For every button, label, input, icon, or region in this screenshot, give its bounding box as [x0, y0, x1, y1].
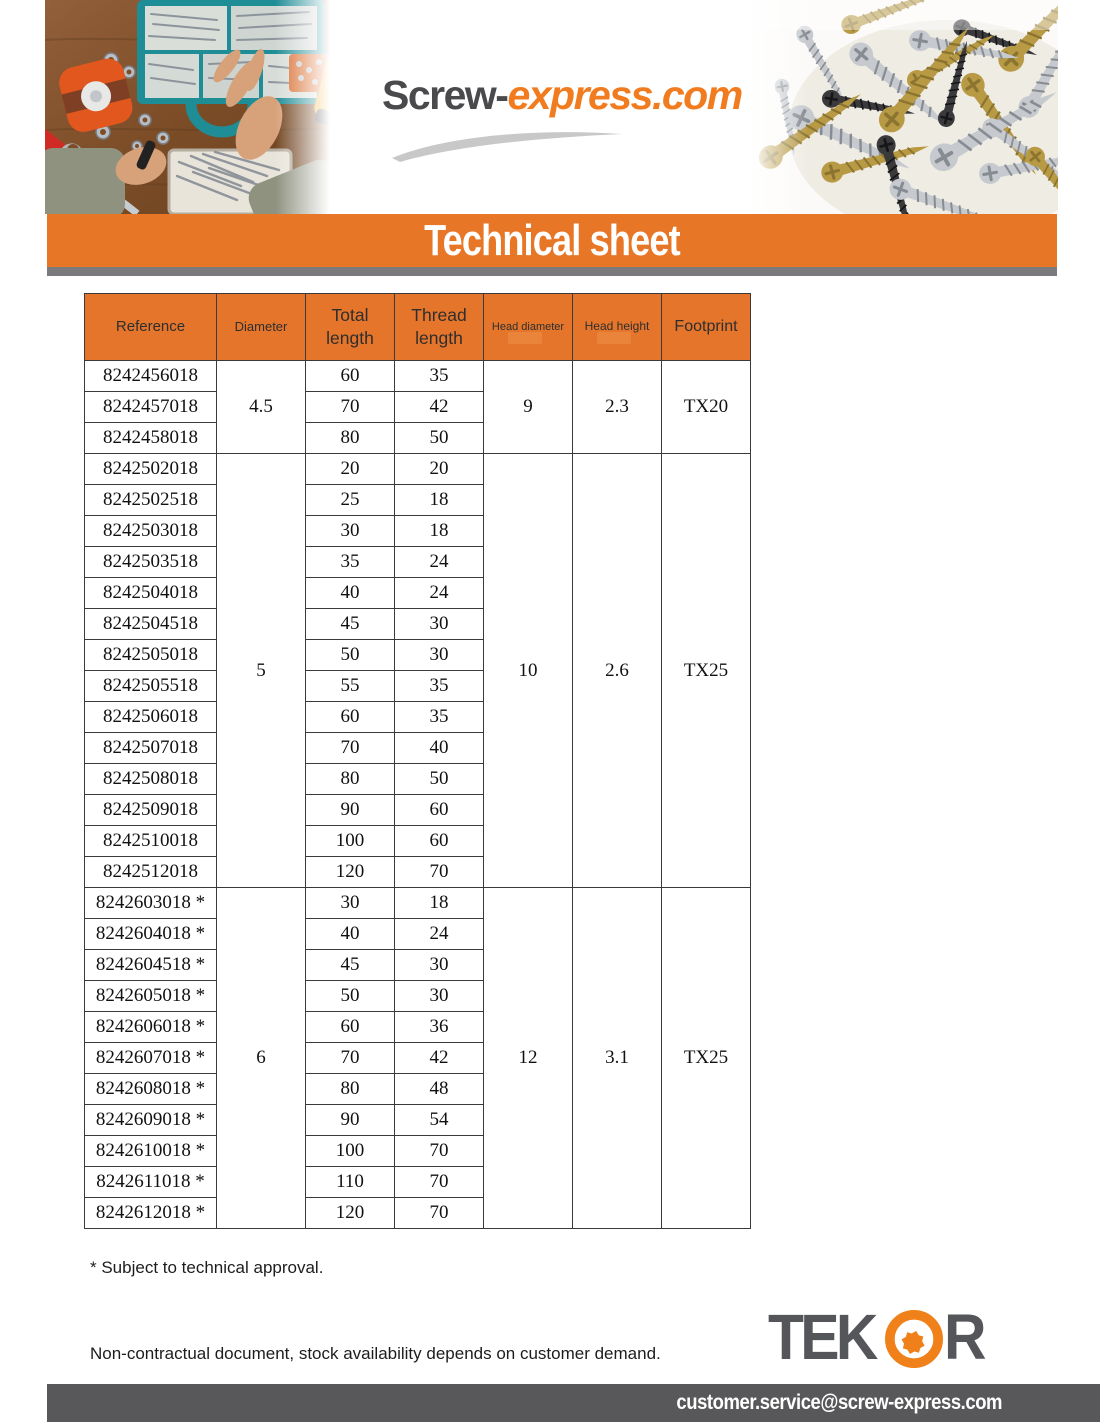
table-cell-total-length: 45 — [306, 950, 395, 981]
table-cell-thread-length: 30 — [395, 950, 484, 981]
workbench-photo — [45, 0, 330, 214]
table-cell-total-length: 50 — [306, 640, 395, 671]
table-cell-reference: 8242503018 — [85, 516, 217, 547]
column-header-thread-length: Thread length — [395, 294, 484, 361]
table-cell-thread-length: 24 — [395, 547, 484, 578]
spec-table — [84, 293, 751, 1229]
column-header-footprint: Footprint — [662, 294, 751, 361]
table-cell-thread-length: 70 — [395, 1136, 484, 1167]
table-cell-total-length: 40 — [306, 919, 395, 950]
table-cell-head-height: 2.3 — [573, 361, 662, 454]
table-cell-total-length: 80 — [306, 1074, 395, 1105]
table-cell-footprint: TX20 — [662, 361, 751, 454]
banner-underline — [47, 267, 1057, 276]
spec-table-body — [85, 361, 751, 1229]
table-cell-thread-length: 30 — [395, 609, 484, 640]
banner-title: Technical sheet — [424, 215, 680, 265]
table-cell-thread-length: 70 — [395, 1167, 484, 1198]
table-cell-reference: 8242510018 — [85, 826, 217, 857]
table-cell-thread-length: 36 — [395, 1012, 484, 1043]
table-cell-thread-length: 50 — [395, 423, 484, 454]
table-cell-reference: 8242504018 — [85, 578, 217, 609]
table-row — [85, 361, 751, 392]
table-cell-thread-length: 50 — [395, 764, 484, 795]
table-cell-thread-length: 18 — [395, 485, 484, 516]
table-cell-thread-length: 42 — [395, 392, 484, 423]
torx-icon — [885, 1310, 943, 1368]
table-cell-reference: 8242503518 — [85, 547, 217, 578]
table-cell-total-length: 30 — [306, 888, 395, 919]
table-cell-reference: 8242604518 * — [85, 950, 217, 981]
table-cell-thread-length: 30 — [395, 981, 484, 1012]
table-cell-reference: 8242608018 * — [85, 1074, 217, 1105]
table-cell-reference: 8242610018 * — [85, 1136, 217, 1167]
column-header-reference: Reference — [85, 294, 217, 361]
table-cell-total-length: 60 — [306, 361, 395, 392]
table-cell-thread-length: 35 — [395, 361, 484, 392]
brand-logo-part2: express.com — [507, 72, 742, 118]
table-cell-reference: 8242609018 * — [85, 1105, 217, 1136]
faded-text-artifact — [597, 332, 631, 344]
table-cell-head-diameter: 10 — [484, 454, 573, 888]
table-cell-total-length: 45 — [306, 609, 395, 640]
table-cell-total-length: 120 — [306, 857, 395, 888]
screws-photo-art — [748, 0, 1058, 214]
table-cell-reference: 8242603018 * — [85, 888, 217, 919]
column-header-diameter: Diameter — [217, 294, 306, 361]
brand-logo — [382, 72, 752, 172]
table-cell-total-length: 25 — [306, 485, 395, 516]
table-cell-reference: 8242509018 — [85, 795, 217, 826]
table-cell-footprint: TX25 — [662, 888, 751, 1229]
table-cell-reference: 8242506018 — [85, 702, 217, 733]
table-cell-reference: 8242607018 * — [85, 1043, 217, 1074]
table-cell-thread-length: 24 — [395, 578, 484, 609]
table-cell-total-length: 40 — [306, 578, 395, 609]
table-cell-total-length: 35 — [306, 547, 395, 578]
table-cell-total-length: 60 — [306, 702, 395, 733]
table-cell-total-length: 70 — [306, 392, 395, 423]
table-cell-total-length: 60 — [306, 1012, 395, 1043]
table-cell-total-length: 100 — [306, 826, 395, 857]
table-cell-reference: 8242502518 — [85, 485, 217, 516]
table-cell-head-diameter: 12 — [484, 888, 573, 1229]
tekor-letter-r: R — [944, 1301, 983, 1373]
table-cell-diameter: 4.5 — [217, 361, 306, 454]
table-cell-thread-length: 60 — [395, 826, 484, 857]
table-cell-total-length: 30 — [306, 516, 395, 547]
table-cell-thread-length: 48 — [395, 1074, 484, 1105]
table-cell-total-length: 120 — [306, 1198, 395, 1229]
table-cell-reference: 8242502018 — [85, 454, 217, 485]
table-cell-total-length: 100 — [306, 1136, 395, 1167]
table-cell-thread-length: 54 — [395, 1105, 484, 1136]
table-cell-total-length: 80 — [306, 764, 395, 795]
footer-bar — [47, 1384, 1100, 1422]
table-cell-reference: 8242508018 — [85, 764, 217, 795]
table-cell-reference: 8242505018 — [85, 640, 217, 671]
disclaimer-text: Non-contractual document, stock availability depends on customer demand. — [90, 1344, 661, 1363]
tekor-letters-tek: TEK — [768, 1301, 875, 1373]
table-cell-thread-length: 40 — [395, 733, 484, 764]
table-cell-total-length: 90 — [306, 1105, 395, 1136]
table-row — [85, 454, 751, 485]
table-cell-reference: 8242512018 — [85, 857, 217, 888]
table-cell-total-length: 110 — [306, 1167, 395, 1198]
table-cell-reference: 8242457018 — [85, 392, 217, 423]
table-cell-footprint: TX25 — [662, 454, 751, 888]
workbench-photo-art — [45, 0, 330, 214]
column-header-head-diameter — [484, 294, 573, 361]
table-header-row — [85, 294, 751, 361]
table-cell-reference: 8242505518 — [85, 671, 217, 702]
table-cell-reference: 8242612018 * — [85, 1198, 217, 1229]
table-cell-head-height: 3.1 — [573, 888, 662, 1229]
table-cell-head-diameter: 9 — [484, 361, 573, 454]
table-cell-reference: 8242504518 — [85, 609, 217, 640]
column-header-head-height-label: Head height — [584, 319, 650, 334]
table-cell-thread-length: 60 — [395, 795, 484, 826]
logo-swoosh-icon — [386, 124, 626, 164]
tekor-logo — [768, 1298, 986, 1376]
brand-logo-text — [382, 72, 752, 119]
column-header-total-length: Total length — [306, 294, 395, 361]
faded-text-artifact — [508, 332, 542, 344]
screws-photo — [748, 0, 1058, 214]
table-cell-thread-length: 30 — [395, 640, 484, 671]
table-cell-total-length: 55 — [306, 671, 395, 702]
table-cell-diameter: 5 — [217, 454, 306, 888]
table-cell-diameter: 6 — [217, 888, 306, 1229]
brand-logo-part1: Screw- — [382, 72, 508, 118]
table-cell-reference: 8242456018 — [85, 361, 217, 392]
customer-service-email: customer.service@screw-express.com — [676, 1391, 1002, 1414]
table-cell-total-length: 90 — [306, 795, 395, 826]
table-cell-thread-length: 70 — [395, 1198, 484, 1229]
table-cell-reference: 8242604018 * — [85, 919, 217, 950]
table-cell-thread-length: 42 — [395, 1043, 484, 1074]
technical-sheet-banner — [47, 214, 1057, 267]
table-cell-thread-length: 24 — [395, 919, 484, 950]
table-cell-thread-length: 35 — [395, 671, 484, 702]
table-cell-reference: 8242605018 * — [85, 981, 217, 1012]
table-cell-total-length: 70 — [306, 733, 395, 764]
table-cell-thread-length: 18 — [395, 516, 484, 547]
approval-footnote: * Subject to technical approval. — [90, 1258, 324, 1277]
table-cell-total-length: 20 — [306, 454, 395, 485]
table-cell-head-height: 2.6 — [573, 454, 662, 888]
table-cell-total-length: 80 — [306, 423, 395, 454]
table-cell-reference: 8242458018 — [85, 423, 217, 454]
table-cell-total-length: 50 — [306, 981, 395, 1012]
table-cell-thread-length: 18 — [395, 888, 484, 919]
table-cell-thread-length: 70 — [395, 857, 484, 888]
table-row — [85, 888, 751, 919]
table-cell-thread-length: 35 — [395, 702, 484, 733]
column-header-head-diameter-label: Head diameter — [491, 320, 565, 333]
table-cell-reference: 8242611018 * — [85, 1167, 217, 1198]
table-cell-thread-length: 20 — [395, 454, 484, 485]
column-header-head-height — [573, 294, 662, 361]
table-cell-reference: 8242606018 * — [85, 1012, 217, 1043]
table-cell-reference: 8242507018 — [85, 733, 217, 764]
spec-table-wrap — [84, 293, 751, 1229]
table-cell-total-length: 70 — [306, 1043, 395, 1074]
